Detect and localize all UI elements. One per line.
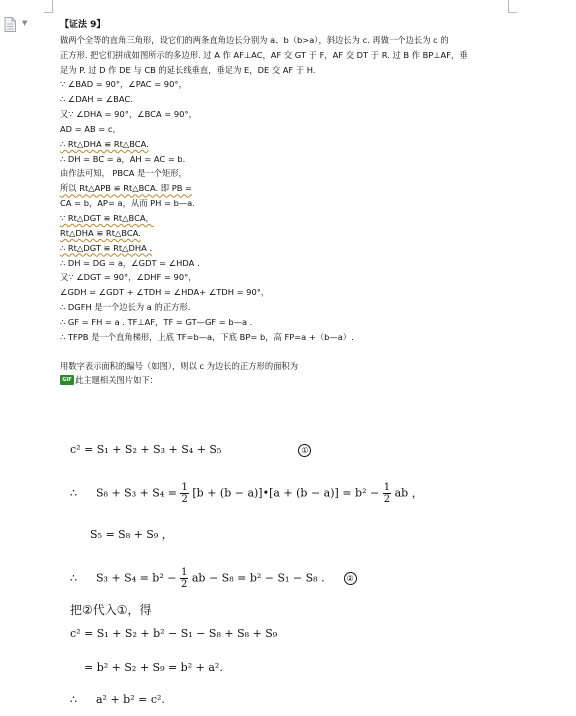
formula-image [60, 0, 520, 716]
text-line: 用数字表示面积的编号（如图），则以 c 为边长的正方形的面积为 [60, 360, 299, 371]
therefore-symbol: ∴ [70, 693, 77, 706]
text-line: ∴ TFPB 是一个直角梯形，上底 TF=b—a，下底 BP= b，高 FP=a +（b—a）. [60, 331, 354, 342]
text-line: 所以 Rt△APB ≌ Rt△BCA. 即 PB = [60, 183, 192, 194]
text-line: ∴ ∠DAH = ∠BAC. [60, 94, 133, 105]
text-line: 正方形. 把它们拼成如图所示的多边形. 过 A 作 AF⊥AC，AF 交 GT 于 F，AF 交 DT 于 R. 过 B 作 BP⊥AF，垂 [60, 49, 468, 60]
text-line: Rt△DHA ≌ Rt△BCA. [60, 227, 141, 238]
text-line: ∴ DH = BC = a，AH = AC = b. [60, 153, 186, 164]
formula-mark-2: ② [344, 572, 357, 585]
formula-5: 把②代入①，得 [70, 603, 152, 617]
formula-2 [70, 482, 423, 505]
formula-2-right: b² − [355, 486, 380, 500]
formula-8-text: a² + b² = c². [96, 693, 165, 706]
chevron-down-icon[interactable]: ▼ [22, 19, 28, 27]
formula-4 [70, 567, 357, 590]
formula-2-mid: [b + (b − a)]•[a + (b − a)] [192, 486, 339, 500]
text-line: ∵ Rt△DGT ≌ Rt△BCA， [60, 212, 154, 223]
formula-6: c² = S₁ + S₂ + b² − S₁ − S₈ + S₈ + S₉ [70, 627, 278, 640]
formula-2-eq: = [342, 486, 352, 500]
fraction-half: $\frac{1}{2}$ [383, 482, 391, 505]
formula-1-text: c² = S₁ + S₂ + S₃ + S₄ + S₅ [70, 443, 222, 456]
formula-7: = b² + S₂ + S₉ = b² + a². [84, 661, 223, 674]
text-line: ∴ Rt△DGT ≌ Rt△DHA . [60, 242, 153, 253]
document-icon[interactable] [4, 17, 16, 32]
fraction-half: $\frac{1}{2}$ [181, 482, 188, 505]
text-line: CA = b，AP= a，从而 PH = b—a. [60, 198, 195, 209]
text-line: 做两个全等的直角三角形，设它们的两条直角边长分别为 a、b（b>a），斜边长为 c. 再做一个边长为 c 的 [60, 34, 449, 45]
text-line: ∴ GF = FH = a . TF⊥AF，TF = GT—GF = b—a . [60, 316, 253, 327]
gif-icon[interactable]: GIF [60, 375, 74, 385]
text-line: ∴ DGFH 是一个边长为 a 的正方形. [60, 302, 191, 313]
text-line: AD = AB = c， [60, 123, 121, 134]
proof-title: 【证法 9】 [60, 20, 106, 30]
formula-3: S₅ = S₈ + S₉ ， [90, 528, 173, 541]
therefore-symbol: ∴ [70, 486, 77, 500]
formula-2-left: S₈ + S₃ + S₄ = [96, 486, 177, 500]
formula-8 [70, 693, 165, 706]
text-line: ∠GDH = ∠GDT + ∠TDH = ∠HDA+ ∠TDH = 90°， [60, 287, 270, 298]
margin-corner-left [44, 0, 53, 13]
image-note-label: 此主题相关图片如下： [75, 375, 158, 386]
text-line: 由作法可知， PBCA 是一个矩形， [60, 168, 187, 179]
fraction-half: $\frac{1}{2}$ [180, 567, 188, 590]
text-line: 足为 P. 过 D 作 DE 与 CB 的延长线垂直，垂足为 E，DE 交 AF 于 H. [60, 64, 316, 75]
formula-2-tail: ab ， [394, 486, 423, 500]
formula-4-left: S₃ + S₄ = b² − [96, 571, 177, 585]
text-line: 又∵ ∠DHA = 90°，∠BCA = 90°， [60, 109, 197, 120]
text-line: 又∵ ∠DGT = 90°，∠DHF = 90°， [60, 272, 197, 283]
text-line: ∴ DH = DG = a，∠GDT = ∠HDA . [60, 257, 200, 268]
text-line: ∴ Rt△DHA ≌ Rt△BCA. [60, 138, 149, 149]
text-line: ∵ ∠BAD = 90°，∠PAC = 90°， [60, 79, 187, 90]
formula-mark-1: ① [298, 444, 311, 457]
formula-4-right: ab − S₈ = b² − S₁ − S₈ . [191, 571, 325, 585]
therefore-symbol: ∴ [70, 571, 77, 585]
formula-1 [70, 443, 311, 457]
